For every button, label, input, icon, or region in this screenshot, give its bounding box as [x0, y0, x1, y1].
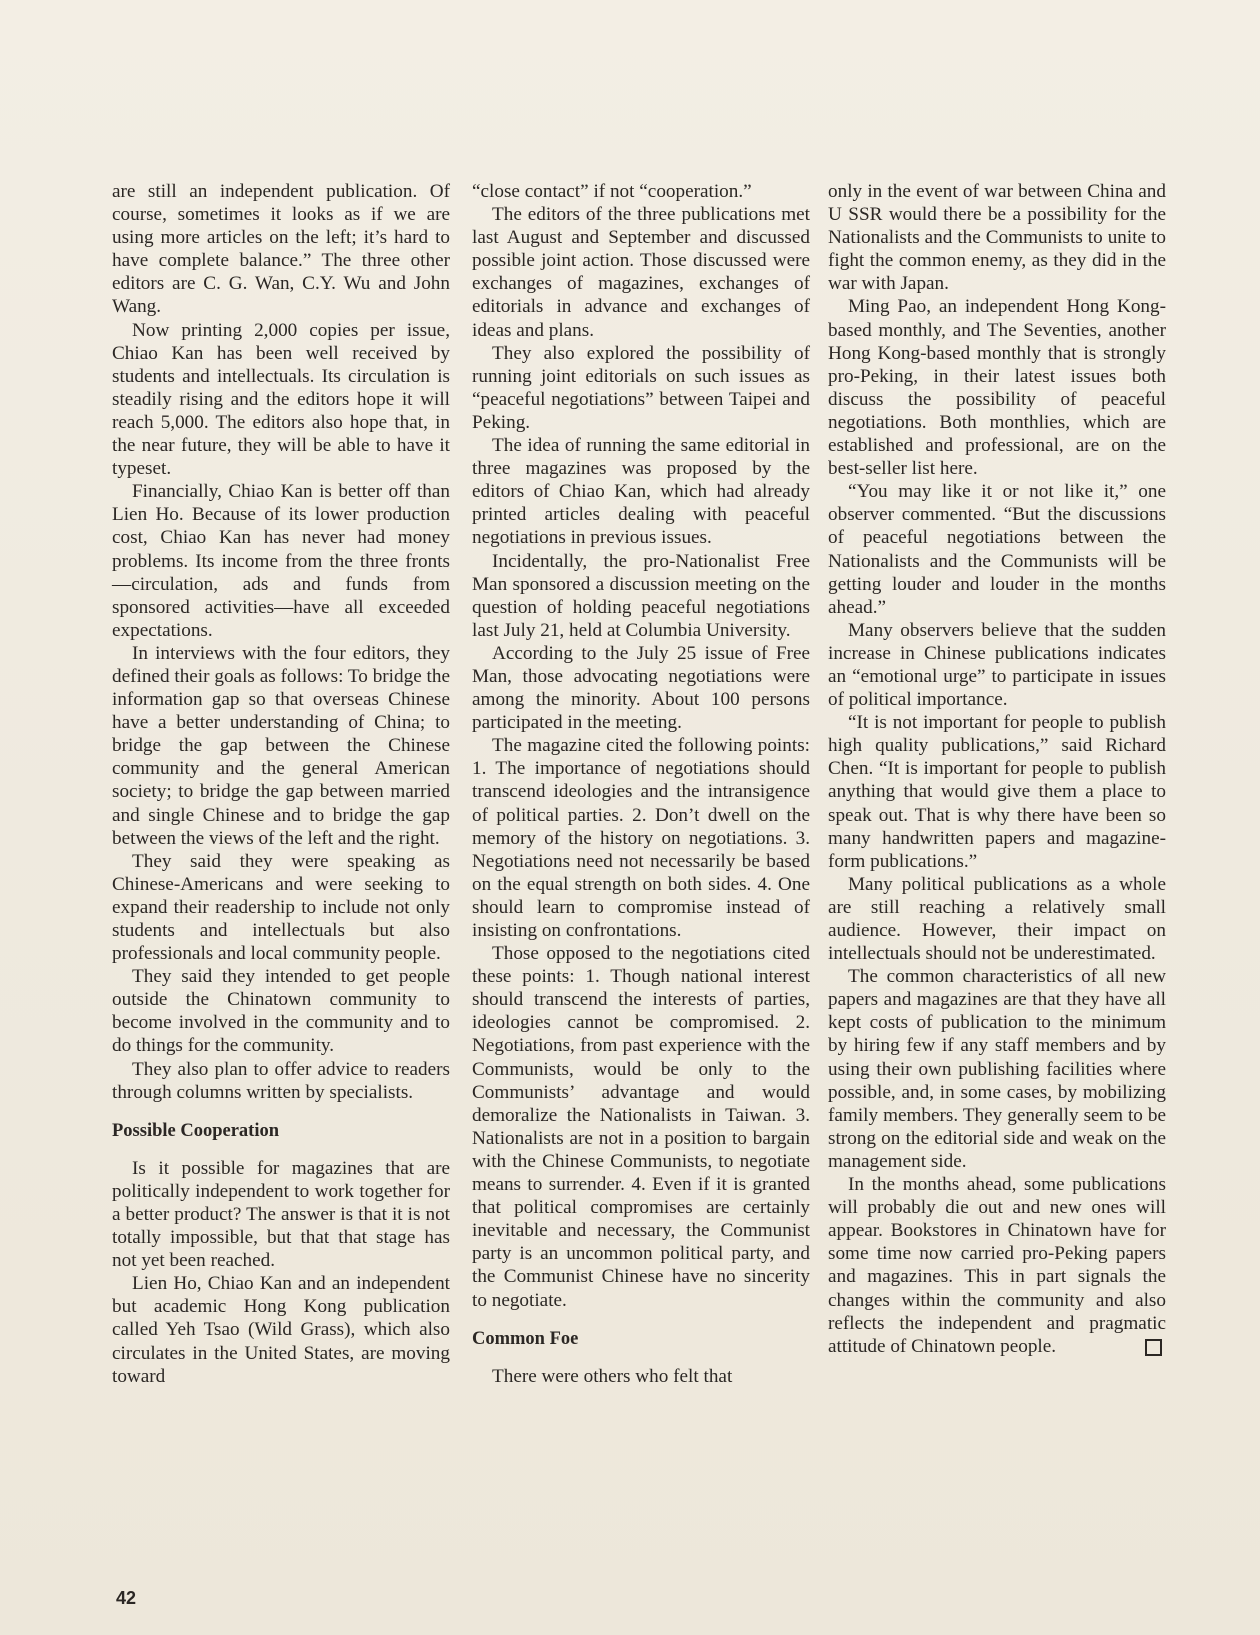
paragraph: The common characteristics of all new papers and magazines are that they have all kept costs of publication to the minimum by hiring few if any staff members and by using their own publishing facilities where possible, and, in some cases, by mobilizing family members. They generally seem to be strong on the editorial side and weak on the management side. — [828, 966, 1166, 1172]
paragraph: Those opposed to the negotiations cited these points: 1. Though national interest should transcend the interests of parties, ideologies cannot be compromised. 2. Negotiations, from past experience with the Communists, would be only to the Communists’ advantage and would demoralize the Nationalists in Taiwan. 3. Nationalists are not in a position to bargain with the Chinese Communists, to negotiate means to surrender. 4. Even if it is granted that political compromises are certainly inevitable and necessary, the Communist party is an uncommon political party, and the Communist Chinese have no sincerity to negotiate. — [472, 943, 810, 1311]
section-heading-common-foe: Common Foe — [472, 1328, 579, 1349]
column-right — [828, 180, 1166, 1358]
paragraph: “You may like it or not like it,” one observer commented. “But the discussions of peaceful negotiations between the Nationalists and the Communists will be getting louder and louder in the months ahead.” — [828, 481, 1166, 618]
paragraph-final — [828, 1173, 1166, 1358]
paragraph: The editors of the three publications met last August and September and discussed possible joint action. Those discussed were exchanges of magazines, exchanges of editorials in advance and exchanges of ideas and plans. — [472, 204, 810, 341]
paragraph: Many political publications as a whole are still reaching a relatively small audience. However, their impact on intellectuals should not be underestimated. — [828, 873, 1166, 965]
paragraph: They said they were speaking as Chinese-Americans and were seeking to expand their readership to include not only students and intellectuals but also professionals and local community people. — [112, 850, 450, 965]
page-number: 42 — [116, 1588, 137, 1608]
paragraph: are still an independent publication. Of course, sometimes it looks as if we are using more articles on the left; it’s hard to have complete balance.” The three other editors are C. G. Wan, C.Y. Wu and John Wang. — [112, 181, 450, 318]
column-middle — [472, 180, 810, 1388]
paragraph: “close contact” if not “cooperation.” — [472, 181, 752, 202]
paragraph: “It is not important for people to publish high quality publications,” said Richard Chen. “It is important for people to publish anything that would give them a place to speak out. That is why there have been so many handwritten papers and magazine-form publications.” — [828, 712, 1166, 872]
paragraph: The idea of running the same editorial in three magazines was proposed by the editors of Chiao Kan, which had already printed articles dealing with peaceful negotiations in previous issues. — [472, 435, 810, 549]
paragraph: only in the event of war between China and U SSR would there be a possibility for the Nationalists and the Communists to unite to fight the common enemy, as they did in the war with Japan. — [828, 181, 1166, 295]
paragraph: Ming Pao, an independent Hong Kong-based monthly, and The Seventies, another Hong Kong-based monthly that is strongly pro-Peking, in their latest issues both discuss the possibility of peaceful negotiations. Both monthlies, which are established and professional, are on the best-seller list here. — [828, 296, 1166, 480]
paragraph: They said they intended to get people outside the Chinatown community to become involved in the community and to do things for the community. — [112, 966, 450, 1057]
paragraph: Lien Ho, Chiao Kan and an independent but academic Hong Kong publication called Yeh Tsao (Wild Grass), which also circulates in the United States, are moving toward — [112, 1273, 450, 1387]
paragraph: Now printing 2,000 copies per issue, Chiao Kan has been well received by students and intellectuals. Its circulation is steadily rising and the editors hope it will reach 5,000. The editors also hope that, in the near future, they will be able to have it typeset. — [112, 319, 450, 480]
paragraph: There were others who felt that — [492, 1365, 733, 1387]
paragraph: Incidentally, the pro-Nationalist Free Man sponsored a discussion meeting on the question of holding peaceful negotiations last July 21, held at Columbia University. — [472, 550, 810, 641]
paragraph: They also plan to offer advice to readers through columns written by specialists. — [112, 1058, 450, 1103]
paragraph: Is it possible for magazines that are politically independent to work together for a better product? The answer is that it is not totally impossible, but that that stage has not yet been reached. — [112, 1157, 450, 1272]
column-left — [112, 180, 450, 1388]
paragraph: Many observers believe that the sudden increase in Chinese publications indicates an “emotional urge” to participate in issues of political importance. — [828, 619, 1166, 711]
paragraph: They also explored the possibility of running joint editorials on such issues as “peaceful negotiations” between Taipei and Peking. — [472, 342, 810, 433]
paragraph: In interviews with the four editors, they defined their goals as follows: To bridge the information gap so that overseas Chinese have a better understanding of China; to bridge the gap between the Chinese community and the general American society; to bridge the gap between married and single Chinese and to bridge the gap between the views of the left and the right. — [112, 642, 450, 849]
end-mark-icon — [1145, 1339, 1162, 1356]
paragraph: The magazine cited the following points: 1. The importance of negotiations should transcend ideologies and the intransigence of political parties. 2. Don’t dwell on the memory of the history on negotiations. 3. Negotiations need not necessarily be based on the equal strength on both sides. 4. One should learn to compromise instead of insisting on confrontations. — [472, 735, 810, 941]
paragraph: According to the July 25 issue of Free Man, those advocating negotiations were among the minority. About 100 persons participated in the meeting. — [472, 642, 810, 734]
paragraph-final-text: In the months ahead, some publications will probably die out and new ones will appear. Bookstores in Chinatown have for some time now carried pro-Peking papers and magazines. This in part signals the changes within the community and also reflects the independent and pragmatic attitude of Chinatown people. — [828, 1174, 1166, 1357]
section-heading-possible-cooperation: Possible Cooperation — [112, 1120, 280, 1141]
paragraph: Financially, Chiao Kan is better off than Lien Ho. Because of its lower production cost, Chiao Kan has never had money problems. Its income from the three fronts—circulation, ads and funds from sponsored activities—have all exceeded expectations. — [112, 481, 450, 641]
